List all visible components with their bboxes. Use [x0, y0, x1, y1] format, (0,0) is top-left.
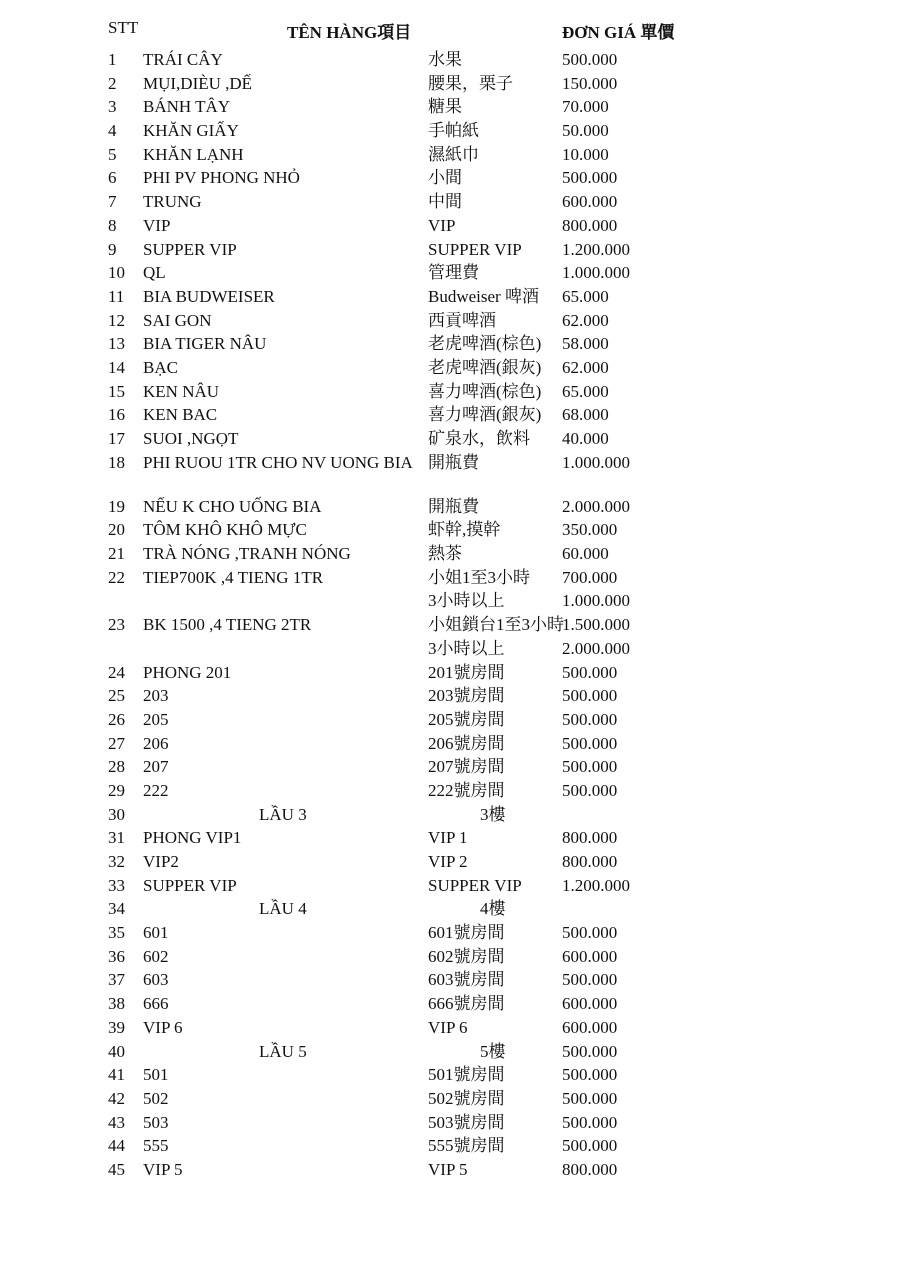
row-number: 12 [108, 310, 125, 330]
table-row [0, 637, 909, 661]
row-number: 37 [108, 970, 125, 990]
row-number: 5 [108, 144, 117, 164]
table-row [0, 427, 909, 451]
item-name-vi: TRUNG [143, 192, 202, 212]
row-number: 38 [108, 994, 125, 1014]
table-row [0, 495, 909, 519]
item-name-vi: SUPPER VIP [143, 239, 237, 259]
row-number: 7 [108, 192, 117, 212]
table-row [0, 214, 909, 238]
table-row [0, 992, 909, 1016]
table-row [0, 613, 909, 637]
row-number: 17 [108, 429, 125, 448]
item-name-vi: SUPPER VIP [143, 875, 237, 895]
price-table-body [0, 48, 909, 1182]
item-name-zh: 201號房間 [428, 662, 505, 682]
item-name-vi: KHĂN LẠNH [143, 144, 244, 164]
item-name-vi: 502 [143, 1088, 169, 1108]
item-name-vi: 222 [143, 780, 169, 800]
table-row [0, 403, 909, 427]
item-name-vi: BẠC [143, 357, 178, 377]
row-number: 11 [108, 286, 125, 306]
item-name-zh: 中間 [428, 192, 462, 212]
item-name-zh: 205號房間 [428, 709, 505, 729]
item-name-vi: KEN NÂU [143, 381, 220, 401]
row-number: 18 [108, 452, 125, 472]
unit-price: 500.000 [562, 662, 618, 682]
item-name-zh: 207號房間 [428, 757, 505, 777]
unit-price: 1.200.000 [562, 239, 630, 259]
item-name-zh: 手帕紙 [428, 121, 479, 141]
table-row [0, 309, 909, 333]
unit-price: 800.000 [562, 215, 618, 235]
item-name-vi: BIA TIGER NÂU [143, 334, 267, 354]
item-name-vi: VIP 5 [143, 1159, 183, 1179]
table-row [0, 332, 909, 356]
item-name-vi: QL [143, 263, 166, 283]
table-row [0, 48, 909, 72]
table-row [0, 380, 909, 404]
table-row [0, 684, 909, 708]
row-number: 19 [108, 496, 125, 516]
table-row [0, 1158, 909, 1182]
table-row [0, 755, 909, 779]
unit-price: 500.000 [562, 1112, 618, 1132]
unit-price: 1.200.000 [562, 875, 630, 895]
header-item-name: TÊN HÀNG項目 [287, 23, 412, 42]
item-name-zh: 501號房間 [428, 1065, 505, 1085]
row-number: 28 [108, 757, 125, 777]
row-number: 15 [108, 381, 125, 401]
item-name-vi: PHONG VIP1 [143, 828, 242, 848]
row-number: 30 [108, 804, 125, 824]
unit-price: 600.000 [562, 1017, 618, 1037]
item-name-zh: 管理費 [428, 263, 479, 283]
item-name-vi: 206 [143, 733, 169, 753]
item-name-zh: VIP 6 [428, 1017, 468, 1037]
row-number: 4 [108, 121, 117, 141]
item-name-vi: BK 1500 ,4 TIENG 2TR [143, 615, 312, 635]
unit-price: 40.000 [562, 429, 609, 448]
item-name-zh: VIP 2 [428, 852, 468, 871]
unit-price: 500.000 [562, 1088, 618, 1108]
item-name-zh: SUPPER VIP [428, 239, 522, 259]
item-name-vi: NẾU K CHO UỐNG BIA [143, 496, 322, 516]
unit-price: 2.000.000 [562, 496, 630, 516]
row-number: 29 [108, 780, 125, 800]
table-row [0, 779, 909, 803]
item-name-zh: 3小時以上 [428, 638, 505, 658]
table-row [0, 542, 909, 566]
row-number: 13 [108, 334, 125, 354]
item-name-zh: 503號房間 [428, 1112, 505, 1132]
item-name-vi: BÁNH TÂY [143, 97, 231, 117]
table-row [0, 1040, 909, 1064]
unit-price: 500.000 [562, 709, 618, 729]
item-name-zh: 5樓 [480, 1041, 506, 1061]
table-row [0, 1111, 909, 1135]
item-name-zh: 老虎啤酒(銀灰) [428, 357, 542, 377]
table-row [0, 874, 909, 898]
row-number: 43 [108, 1112, 125, 1132]
item-name-zh: 小姐1至3小時 [428, 567, 530, 587]
row-number: 9 [108, 239, 117, 259]
item-name-vi: 503 [143, 1112, 169, 1132]
item-name-zh: 206號房間 [428, 733, 505, 753]
unit-price: 500.000 [562, 780, 618, 800]
item-name-zh: 糖果 [428, 97, 462, 117]
unit-price: 62.000 [562, 357, 609, 377]
unit-price: 600.000 [562, 192, 618, 212]
item-name-zh: 西貢啤酒 [428, 310, 496, 330]
row-number: 8 [108, 215, 117, 235]
table-row [0, 72, 909, 96]
row-number: 42 [108, 1088, 125, 1108]
unit-price: 600.000 [562, 946, 618, 966]
item-name-vi: BIA BUDWEISER [143, 286, 275, 306]
item-name-vi: PHONG 201 [143, 662, 232, 682]
row-number: 10 [108, 263, 125, 283]
item-name-zh: 虾幹,摸幹 [428, 520, 501, 540]
table-row [0, 803, 909, 827]
header-unit-price: ĐƠN GIÁ 單價 [562, 23, 675, 42]
row-number: 3 [108, 97, 117, 117]
unit-price: 62.000 [562, 310, 609, 330]
item-name-vi: LẦU 5 [259, 1041, 307, 1061]
row-number: 24 [108, 662, 125, 682]
item-name-zh: 3樓 [480, 804, 506, 824]
unit-price: 600.000 [562, 994, 618, 1014]
item-name-vi: VIP [143, 215, 171, 235]
row-number: 6 [108, 168, 117, 188]
item-name-vi: PHI RUOU 1TR CHO NV UONG BIA [143, 452, 413, 472]
table-row [0, 661, 909, 685]
unit-price: 500.000 [562, 1065, 618, 1085]
table-row [0, 285, 909, 309]
item-name-zh: 老虎啤酒(棕色) [428, 334, 542, 354]
item-name-zh: 502號房間 [428, 1088, 505, 1108]
table-row [0, 732, 909, 756]
row-number: 39 [108, 1017, 125, 1037]
item-name-vi: VIP 6 [143, 1017, 183, 1037]
table-row [0, 566, 909, 590]
item-name-vi: LẦU 3 [259, 804, 307, 824]
row-number: 32 [108, 852, 125, 871]
unit-price: 800.000 [562, 828, 618, 848]
unit-price: 1.000.000 [562, 452, 630, 472]
unit-price: 350.000 [562, 520, 618, 540]
table-row [0, 95, 909, 119]
table-row [0, 850, 909, 874]
unit-price: 10.000 [562, 144, 609, 164]
unit-price: 50.000 [562, 121, 609, 141]
item-name-vi: MỤI,DIÈU ,DẾ [143, 73, 253, 93]
unit-price: 150.000 [562, 73, 618, 93]
unit-price: 1.000.000 [562, 263, 630, 283]
item-name-vi: VIP2 [143, 852, 179, 871]
row-number: 25 [108, 686, 125, 706]
table-row [0, 356, 909, 380]
item-name-zh: Budweiser 啤酒 [428, 286, 539, 306]
row-number: 26 [108, 709, 125, 729]
unit-price: 65.000 [562, 286, 609, 306]
item-name-vi: KEN BAC [143, 405, 218, 425]
item-name-zh: 602號房間 [428, 946, 505, 966]
table-row [0, 261, 909, 285]
unit-price: 500.000 [562, 168, 618, 188]
row-number: 33 [108, 875, 125, 895]
item-name-vi: KHĂN GIẤY [143, 121, 239, 141]
unit-price: 60.000 [562, 544, 609, 564]
row-number: 45 [108, 1159, 125, 1179]
table-row [0, 1134, 909, 1158]
item-name-zh: 喜力啤酒(棕色) [428, 381, 542, 401]
row-number: 44 [108, 1136, 125, 1156]
table-row [0, 897, 909, 921]
row-number: 16 [108, 405, 125, 425]
item-name-zh: VIP 1 [428, 828, 468, 848]
row-number: 2 [108, 73, 117, 93]
item-name-zh: 腰果，栗子 [428, 73, 513, 93]
table-row [0, 166, 909, 190]
item-name-zh: 603號房間 [428, 970, 505, 990]
unit-price: 1.000.000 [562, 591, 630, 611]
item-name-vi: 501 [143, 1065, 169, 1085]
item-name-zh: 3小時以上 [428, 591, 505, 611]
table-row [0, 238, 909, 262]
item-name-vi: TÔM KHÔ KHÔ MỰC [143, 520, 307, 540]
row-number: 20 [108, 520, 125, 540]
item-name-zh: 矿泉水，飲料 [428, 429, 530, 448]
table-row [0, 1016, 909, 1040]
item-name-zh: 203號房間 [428, 686, 505, 706]
item-name-vi: 205 [143, 709, 169, 729]
row-number: 31 [108, 828, 125, 848]
item-name-vi [143, 589, 413, 590]
item-name-zh: 水果 [428, 50, 462, 69]
unit-price: 500.000 [562, 970, 618, 990]
row-number: 36 [108, 946, 125, 966]
table-row [0, 518, 909, 542]
table-header [0, 18, 909, 44]
unit-price: 58.000 [562, 334, 609, 354]
unit-price: 500.000 [562, 686, 618, 706]
item-name-zh: 熱茶 [428, 544, 462, 564]
item-name-vi: 207 [143, 757, 169, 777]
unit-price: 65.000 [562, 381, 609, 401]
item-name-zh: 喜力啤酒(銀灰) [428, 405, 542, 425]
unit-price: 500.000 [562, 757, 618, 777]
unit-price: 500.000 [562, 733, 618, 753]
item-name-vi: LẦU 4 [259, 899, 307, 919]
item-name-vi: 601 [143, 923, 169, 943]
item-name-zh: 222號房間 [428, 780, 505, 800]
unit-price: 800.000 [562, 1159, 618, 1179]
item-name-zh: 601號房間 [428, 923, 505, 943]
item-name-zh: SUPPER VIP [428, 875, 522, 895]
table-row [0, 451, 909, 495]
unit-price: 500.000 [562, 1041, 618, 1061]
unit-price: 2.000.000 [562, 638, 630, 658]
item-name-zh: VIP 5 [428, 1159, 468, 1179]
row-number: 34 [108, 899, 125, 919]
table-row [0, 826, 909, 850]
table-row [0, 1063, 909, 1087]
table-row [0, 143, 909, 167]
item-name-zh: 555號房間 [428, 1136, 505, 1156]
item-name-vi: 603 [143, 970, 169, 990]
table-row [0, 119, 909, 143]
row-number: 27 [108, 733, 125, 753]
table-row [0, 945, 909, 969]
table-row [0, 589, 909, 613]
item-name-vi: TRÁI CÂY [143, 50, 223, 69]
item-name-vi: TRÀ NÓNG ,TRANH NÓNG [143, 544, 351, 564]
table-row [0, 190, 909, 214]
item-name-vi: TIEP700K ,4 TIENG 1TR [143, 567, 324, 587]
item-name-zh: 4樓 [480, 899, 506, 919]
item-name-zh: 開瓶費 [428, 452, 479, 472]
item-name-vi: 602 [143, 946, 169, 966]
item-name-zh: 小姐鎖台1至3小時 [428, 615, 564, 635]
item-name-vi: 666 [143, 994, 169, 1014]
item-name-vi: SAI GON [143, 310, 212, 330]
unit-price: 800.000 [562, 852, 618, 871]
item-name-vi: PHI PV PHONG NHỎ [143, 168, 300, 188]
item-name-vi: SUOI ,NGỌT [143, 429, 239, 448]
table-row [0, 708, 909, 732]
table-row [0, 921, 909, 945]
item-name-zh: 濕紙巾 [428, 144, 479, 164]
row-number: 23 [108, 615, 125, 635]
unit-price: 500.000 [562, 923, 618, 943]
row-number: 1 [108, 50, 117, 69]
table-row [0, 968, 909, 992]
item-name-zh: 小間 [428, 168, 462, 188]
unit-price: 500.000 [562, 1136, 618, 1156]
row-number: 21 [108, 544, 125, 564]
item-name-zh: VIP [428, 215, 456, 235]
row-number: 14 [108, 357, 125, 377]
unit-price: 700.000 [562, 567, 618, 587]
row-number: 35 [108, 923, 125, 943]
table-row [0, 1087, 909, 1111]
item-name-zh: 666號房間 [428, 994, 505, 1014]
row-number: 41 [108, 1065, 125, 1085]
item-name-vi: 555 [143, 1136, 169, 1156]
item-name-vi: 203 [143, 686, 169, 706]
unit-price: 70.000 [562, 97, 609, 117]
unit-price: 500.000 [562, 50, 618, 69]
row-number: 40 [108, 1041, 125, 1061]
unit-price: 68.000 [562, 405, 609, 425]
header-stt: STT [108, 18, 139, 37]
unit-price: 1.500.000 [562, 615, 630, 635]
item-name-zh: 開瓶費 [428, 496, 479, 516]
item-name-vi [143, 637, 413, 638]
row-number: 22 [108, 567, 125, 587]
